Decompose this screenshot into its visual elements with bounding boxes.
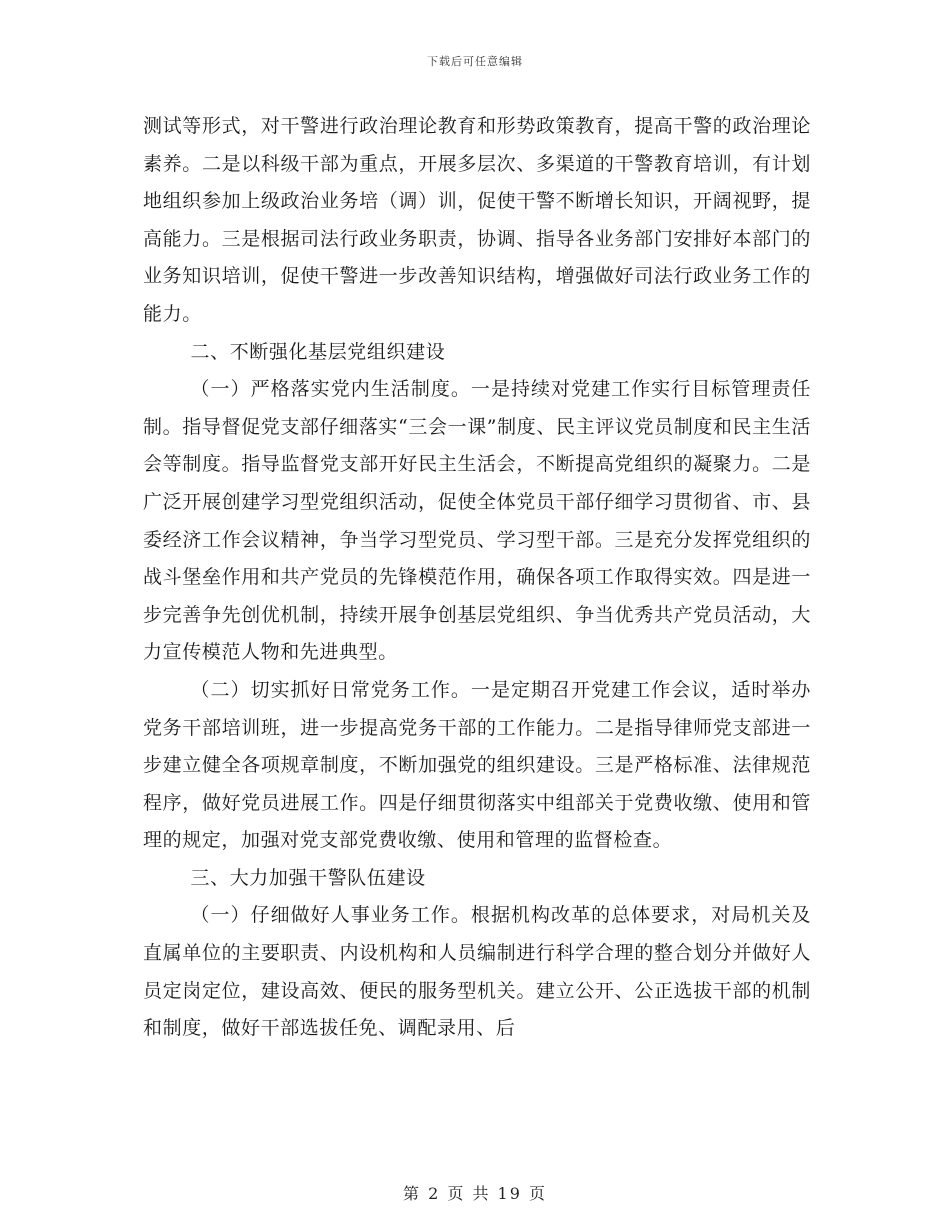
section-heading-2: 二、不断强化基层党组织建设	[190, 340, 446, 363]
page-header-note: 下载后可任意编辑	[427, 55, 523, 68]
paragraph-personnel: （一）仔细做好人事业务工作。根据机构改革的总体要求，对局机关及直属单位的主要职责、内设机构和人员编制进行科学合理的整合划分并做好人员定岗定位，建设高效、便民的服务型机关。建立公开、公正选拔干部的机制和制度，做好干部选拔任免、调配录用、后	[143, 904, 811, 1040]
section-heading-3: 三、大力加强干警队伍建设	[190, 866, 426, 889]
document-body	[143, 108, 811, 1048]
paragraph-continued: 测试等形式，对干警进行政治理论教育和形势政策教育，提高干警的政治理论素养。二是以科级干部为重点，开展多层次、多渠道的干警教育培训，有计划地组织参加上级政治业务培（调）训，促使干警不断增长知识，开阔视野，提高能力。三是根据司法行政业务职责，协调、指导各业务部门安排好本部门的业务知识培训，促使干警进一步改善知识结构，增强做好司法行政业务工作的能力。	[143, 115, 811, 325]
page-number-footer: 第 2 页 共 19 页	[403, 1184, 547, 1203]
paragraph-party-affairs: （二）切实抓好日常党务工作。一是定期召开党建工作会议，适时举办党务干部培训班，进一步提高党务干部的工作能力。二是指导律师党支部进一步建立健全各项规章制度，不断加强党的组织建设。三是严格标准、法律规范程序，做好党员进展工作。四是仔细贯彻落实中组部关于党费收缴、使用和管理的规定，加强对党支部党费收缴、使用和管理的监督检查。	[143, 678, 811, 852]
paragraph-party-life: （一）严格落实党内生活制度。一是持续对党建工作实行目标管理责任制。指导督促党支部仔细落实“三会一课”制度、民主评议党员制度和民主生活会等制度。指导监督党支部开好民主生活会，不断提高党组织的凝聚力。二是广泛开展创建学习型党组织活动，促使全体党员干部仔细学习贯彻省、市、县委经济工作会议精神，争当学习型党员、学习型干部。三是充分发挥党组织的战斗堡垒作用和共产党员的先锋模范作用，确保各项工作取得实效。四是进一步完善争先创优机制，持续开展争创基层党组织、争当优秀共产党员活动，大力宣传模范人物和先进典型。	[143, 378, 811, 664]
